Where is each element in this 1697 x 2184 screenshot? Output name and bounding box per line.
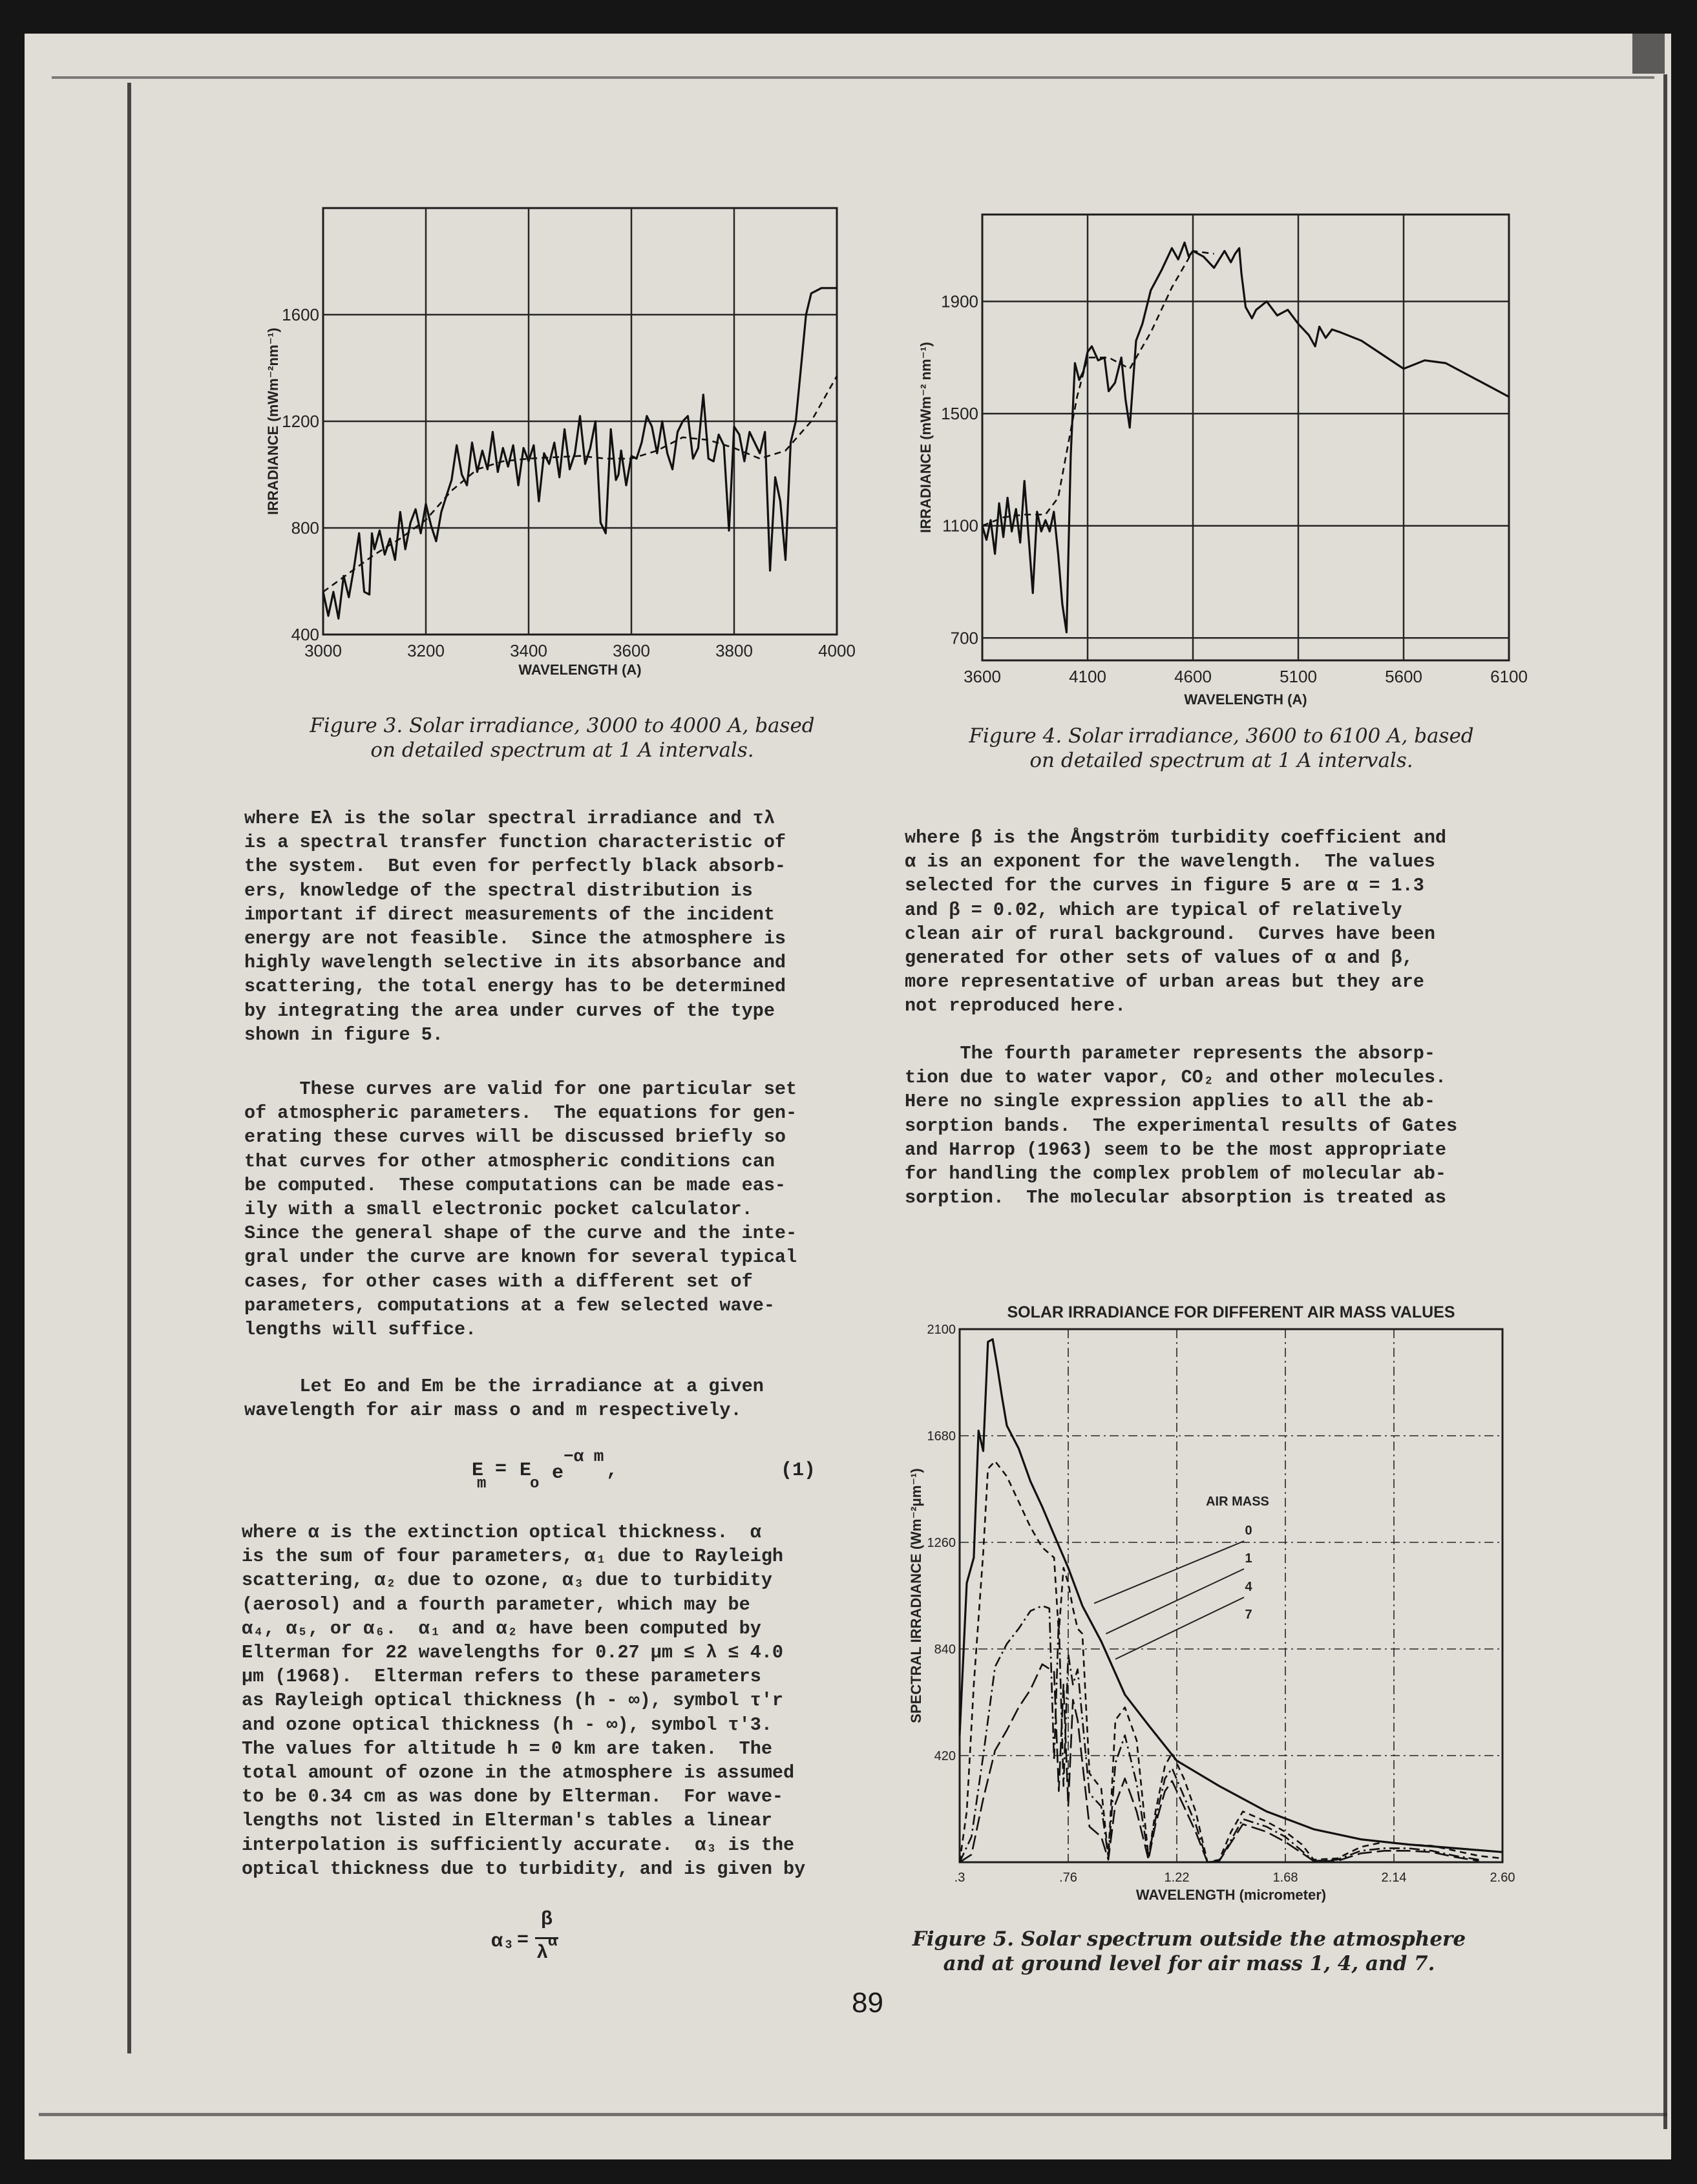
y-axis-label: IRRADIANCE (mWm⁻²nm⁻¹): [265, 328, 281, 515]
x-tick-label: 1.68: [1272, 1871, 1298, 1885]
text-line: where Eλ is the solar spectral irradiance and τλ: [244, 808, 775, 829]
text-line: ily with a small electronic pocket calculator.: [244, 1199, 753, 1221]
eq2-equals: =: [517, 1929, 529, 1951]
figure3-caption: [239, 713, 885, 762]
y-tick-label: 1200: [282, 412, 319, 431]
text-line: for handling the complex problem of molecular ab-: [905, 1163, 1447, 1185]
x-tick-label: .3: [954, 1871, 965, 1885]
top-border-line: [52, 76, 1654, 79]
left-paragraph-4: [242, 1520, 805, 1881]
figure5-caption-line1: Figure 5. Solar spectrum outside the atmosphere: [912, 1927, 1466, 1951]
eq2-lhs: α₃: [491, 1931, 515, 1953]
series-line-0: [960, 1339, 1502, 1853]
text-line: scattering, the total energy has to be determined: [244, 976, 786, 998]
eq2-denominator: λ: [536, 1942, 549, 1964]
text-line: highly wavelength selective in its absorbance and: [244, 952, 786, 974]
text-line: α₄, α₅, or α₆. α₁ and α₂ have been computed by: [242, 1617, 761, 1639]
x-tick-label: 4600: [1174, 667, 1212, 686]
x-tick-label: .76: [1059, 1871, 1077, 1885]
text-line: important if direct measurements of the incident: [244, 903, 775, 925]
x-tick-label: 3600: [964, 667, 1001, 686]
x-tick-label: 6100: [1490, 667, 1528, 686]
equation-1: [472, 1447, 821, 1502]
series-line-4: [960, 1606, 1479, 1862]
figure3-caption-line1: Figure 3. Solar irradiance, 3000 to 4000 A, based: [310, 714, 815, 737]
eq1-equals: =: [495, 1458, 507, 1480]
legend-leader-line: [1094, 1541, 1244, 1603]
text-line: not reproduced here.: [905, 995, 1126, 1017]
left-paragraph-1: [244, 806, 786, 1047]
text-line: sorption. The molecular absorption is treated as: [905, 1187, 1447, 1209]
text-line: μm (1968). Elterman refers to these parameters: [242, 1666, 761, 1688]
y-tick-label: 400: [291, 625, 319, 644]
plot-frame: [960, 1329, 1502, 1862]
figure3-chart: [246, 194, 866, 691]
y-tick-label: 1600: [282, 305, 319, 324]
text-line: total amount of ozone in the atmosphere is assumed: [242, 1762, 795, 1784]
text-line: where α is the extinction optical thickness. α: [242, 1522, 761, 1543]
figure5-chart: [879, 1292, 1525, 1906]
figure5-caption-line2: and at ground level for air mass 1, 4, and 7.: [943, 1952, 1435, 1975]
text-line: be computed. These computations can be made eas-: [244, 1174, 786, 1196]
text-line: These curves are valid for one particular set: [244, 1078, 797, 1100]
eq1-exp-base: e: [552, 1462, 564, 1484]
x-tick-label: 3400: [510, 641, 547, 660]
x-tick-label: 2.14: [1381, 1871, 1407, 1885]
series-line-1: [960, 1461, 1502, 1862]
x-tick-label: 5100: [1280, 667, 1317, 686]
text-line: lengths will suffice.: [244, 1319, 477, 1341]
text-line: that curves for other atmospheric conditions can: [244, 1150, 775, 1172]
legend-label: 4: [1245, 1580, 1252, 1594]
text-line: wavelength for air mass o and m respectively.: [244, 1400, 742, 1422]
text-line: energy are not feasible. Since the atmosphere is: [244, 928, 786, 950]
y-axis-label: IRRADIANCE (mWm⁻² nm⁻¹): [918, 342, 934, 533]
right-paragraph-2: [905, 1042, 1457, 1210]
text-line: clean air of rural background. Curves have been: [905, 923, 1435, 945]
text-line: The values for altitude h = 0 km are taken. The: [242, 1738, 772, 1759]
text-line: as Rayleigh optical thickness (h - ∞), symbol τ'r: [242, 1690, 784, 1712]
text-line: generated for other sets of values of α and β,: [905, 947, 1413, 969]
text-line: interpolation is sufficiently accurate. α₃ is the: [242, 1834, 795, 1856]
x-axis-label: WAVELENGTH (A): [1184, 691, 1307, 708]
right-paragraph-1: [905, 826, 1446, 1018]
equation-2: [491, 1909, 595, 1977]
eq1-lhs: E: [472, 1460, 484, 1482]
y-tick-label: 700: [950, 628, 978, 648]
figure4-caption-line2: on detailed spectrum at 1 A intervals.: [1029, 749, 1413, 772]
y-tick-label: 1500: [941, 404, 978, 424]
x-tick-label: 1.22: [1164, 1871, 1190, 1885]
eq1-lhs-sub: m: [477, 1475, 487, 1493]
x-tick-label: 4000: [818, 641, 856, 660]
text-line: more representative of urban areas but they are: [905, 971, 1424, 993]
figure4-caption-line1: Figure 4. Solar irradiance, 3600 to 6100 A, based: [969, 724, 1474, 748]
series-line-smoothed: [982, 251, 1214, 525]
figure4-chart: [892, 207, 1532, 711]
text-line: ers, knowledge of the spectral distribution is: [244, 879, 753, 901]
x-tick-label: 3800: [715, 641, 753, 660]
legend-label: 7: [1245, 1608, 1252, 1622]
left-paragraph-3: [244, 1374, 764, 1422]
text-line: of atmospheric parameters. The equations for gen-: [244, 1102, 797, 1124]
series-line-detailed-spectrum: [323, 288, 837, 619]
text-line: and Harrop (1963) seem to be the most appropriate: [905, 1139, 1447, 1160]
text-line: and β = 0.02, which are typical of relatively: [905, 899, 1402, 921]
y-tick-label: 1260: [927, 1536, 956, 1550]
legend-leader-line: [1106, 1569, 1244, 1633]
series-line-smoothed: [323, 376, 837, 592]
text-line: Let Eo and Em be the irradiance at a given: [244, 1376, 764, 1397]
text-line: to be 0.34 cm as was done by Elterman. For wave-: [242, 1786, 784, 1808]
corner-smudge: [1632, 34, 1665, 74]
text-line: is the sum of four parameters, α₁ due to Rayleigh: [242, 1546, 784, 1568]
text-line: sorption bands. The experimental results of Gates: [905, 1115, 1458, 1137]
text-line: Since the general shape of the curve and the inte-: [244, 1223, 797, 1244]
legend-label: 1: [1245, 1551, 1252, 1566]
text-line: is a spectral transfer function characteristic of: [244, 832, 786, 854]
x-tick-label: 3000: [304, 641, 342, 660]
text-line: tion due to water vapor, CO₂ and other molecules.: [905, 1067, 1447, 1089]
x-tick-label: 5600: [1385, 667, 1422, 686]
x-tick-label: 4100: [1069, 667, 1106, 686]
text-line: by integrating the area under curves of the type: [244, 1000, 775, 1022]
chart-title: SOLAR IRRADIANCE FOR DIFFERENT AIR MASS VALUES: [1007, 1303, 1455, 1321]
eq1-rhs: E: [520, 1460, 532, 1482]
text-line: where β is the Ångström turbidity coefficient and: [905, 827, 1447, 848]
y-tick-label: 1100: [942, 516, 978, 536]
figure4-caption: [898, 724, 1544, 773]
y-axis-label: SPECTRAL IRRADIANCE (Wm⁻²μm⁻¹): [908, 1468, 924, 1723]
eq1-comma: ,: [606, 1460, 618, 1482]
eq2-denominator-exp: α: [548, 1933, 558, 1951]
legend-title: AIR MASS: [1206, 1495, 1269, 1509]
legend-label: 0: [1245, 1524, 1252, 1538]
right-border-line: [1663, 74, 1667, 2129]
text-line: optical thickness due to turbidity, and is given by: [242, 1858, 806, 1880]
y-tick-label: 840: [934, 1643, 956, 1657]
text-line: parameters, computations at a few selected wave-: [244, 1294, 775, 1316]
text-line: shown in figure 5.: [244, 1024, 443, 1045]
left-margin-line: [127, 83, 131, 2053]
page-number: 89: [852, 1987, 883, 2019]
y-tick-label: 1900: [941, 291, 978, 311]
text-line: lengths not listed in Elterman's tables a linear: [242, 1810, 772, 1832]
eq2-numerator: β: [541, 1909, 553, 1931]
x-tick-label: 3200: [407, 641, 445, 660]
text-line: cases, for other cases with a different set of: [244, 1270, 753, 1292]
x-tick-label: 3600: [613, 641, 650, 660]
figure3-caption-line2: on detailed spectrum at 1 A intervals.: [370, 739, 754, 762]
text-line: selected for the curves in figure 5 are α = 1.3: [905, 875, 1424, 897]
text-line: the system. But even for perfectly black absorb-: [244, 856, 786, 877]
y-tick-label: 800: [291, 518, 319, 538]
series-line-7: [960, 1664, 1479, 1862]
y-tick-label: 420: [934, 1749, 956, 1763]
text-line: scattering, α₂ due to ozone, α₃ due to turbidity: [242, 1570, 772, 1591]
y-tick-label: 1680: [927, 1429, 956, 1444]
eq1-exponent: −α m: [564, 1447, 604, 1466]
text-line: (aerosol) and a fourth parameter, which may be: [242, 1593, 750, 1615]
text-line: erating these curves will be discussed briefly so: [244, 1126, 786, 1148]
eq1-rhs-sub: o: [530, 1475, 540, 1493]
text-line: and ozone optical thickness (h - ∞), symbol τ'3.: [242, 1714, 772, 1736]
text-line: gral under the curve are known for several typical: [244, 1246, 797, 1268]
x-tick-label: 2.60: [1490, 1871, 1515, 1885]
eq1-number: (1): [781, 1460, 816, 1482]
figure5-caption: [879, 1927, 1499, 1976]
x-axis-label: WAVELENGTH (micrometer): [1135, 1887, 1327, 1903]
left-paragraph-2: [244, 1077, 797, 1341]
bottom-border-line: [39, 2113, 1667, 2116]
y-tick-label: 2100: [927, 1323, 956, 1337]
legend-leader-line: [1115, 1597, 1244, 1659]
text-line: Here no single expression applies to all the ab-: [905, 1091, 1435, 1113]
text-line: Elterman for 22 wavelengths for 0.27 μm ≤ λ ≤ 4.0: [242, 1642, 784, 1664]
text-line: α is an exponent for the wavelength. The values: [905, 851, 1435, 873]
text-line: The fourth parameter represents the absorp-: [905, 1043, 1435, 1064]
x-axis-label: WAVELENGTH (A): [518, 662, 642, 678]
